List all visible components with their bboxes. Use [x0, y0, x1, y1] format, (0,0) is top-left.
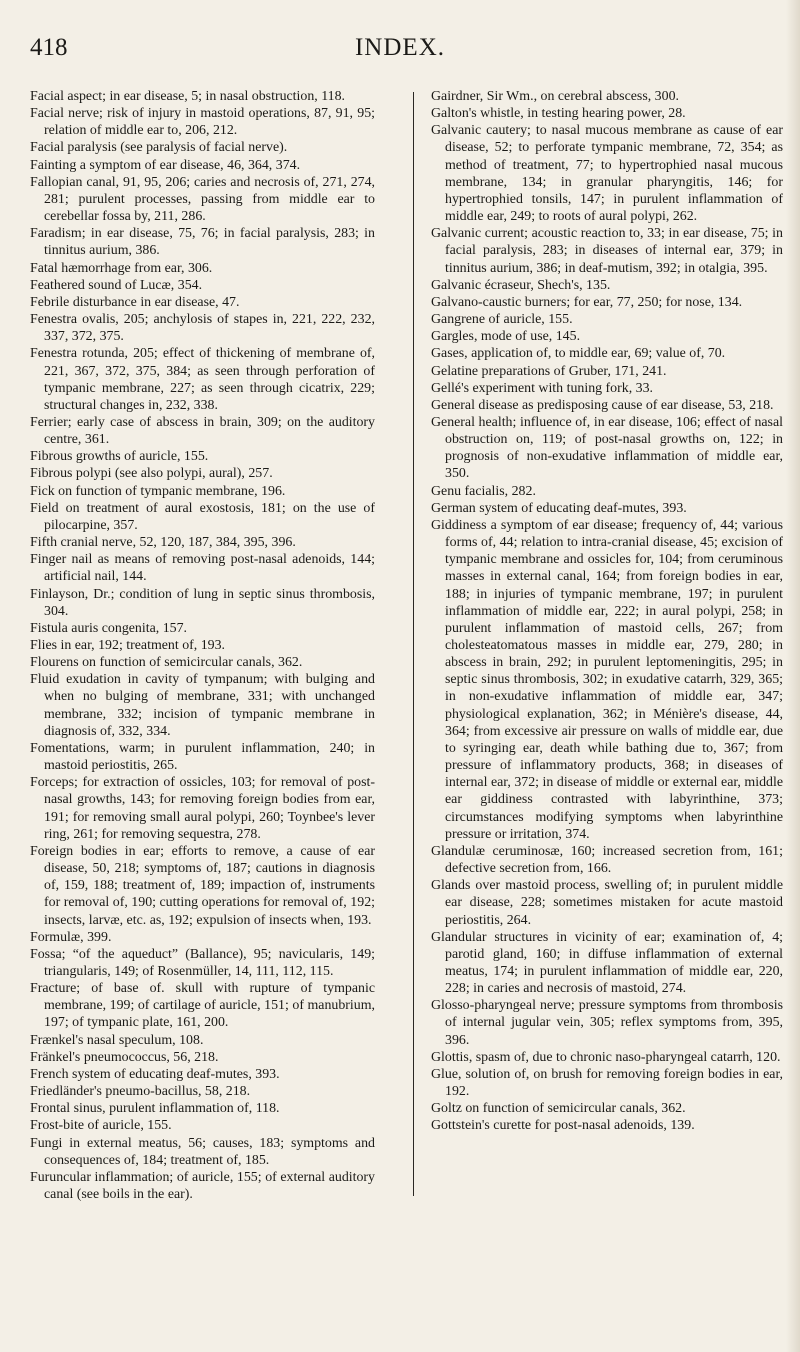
- index-entry: Frost-bite of auricle, 155.: [30, 1118, 172, 1134]
- index-entry: Fenestra ovalis, 205; anchylosis of stapes in, 221, 222, 232, 337, 372, 375.: [30, 312, 375, 345]
- index-entry: Facial paralysis (see paralysis of facial nerve).: [30, 140, 288, 156]
- index-entry: French system of educating deaf-mutes, 393.: [30, 1066, 280, 1082]
- index-entry: Fifth cranial nerve, 52, 120, 187, 384, 395, 396.: [30, 535, 296, 551]
- index-entry: General health; influence of, in ear disease, 106; effect of nasal obstruction on, 119; of post-nasal growths on, 122; in prognosis of non-exudative inflammation of middle ear, 350.: [431, 414, 783, 482]
- index-entry: Goltz on function of semicircular canals, 362.: [431, 1101, 686, 1117]
- index-entry: Forceps; for extraction of ossicles, 103; for removal of post-nasal growths, 143; for removing foreign bodies from ear, 191; for removing small aural polypi, 260; Toynbee's lever ring, 261; for removing sequestra, 278.: [30, 775, 375, 842]
- index-entry: Fainting a symptom of ear disease, 46, 364, 374.: [30, 157, 301, 173]
- index-entry: Flies in ear, 192; treatment of, 193.: [30, 638, 226, 653]
- page-edge-shadow: [786, 0, 800, 1352]
- index-entry: Fomentations, warm; in purulent inflammation, 240; in mastoid periostitis, 265.: [30, 740, 375, 774]
- index-entry: Fibrous growths of auricle, 155.: [30, 449, 209, 465]
- index-entry: Fibrous polypi (see also polypi, aural), 257.: [30, 466, 273, 482]
- index-entry: Field on treatment of aural exostosis, 181; on the use of pilocarpine, 357.: [30, 500, 375, 533]
- index-entry: Galton's whistle, in testing hearing power, 28.: [431, 106, 686, 122]
- page-title: INDEX.: [354, 34, 445, 61]
- index-entry: Furuncular inflammation; of auricle, 155; of external auditory canal (see boils in the ear).: [30, 1169, 375, 1202]
- index-entry: Fick on function of tympanic membrane, 196.: [30, 483, 286, 499]
- index-entry: Foreign bodies in ear; efforts to remove, a cause of ear disease, 50, 218; symptoms of, 187; cautions in diagnosis of, 159, 188; treatment of, 189; impaction of, instruments for removal of, 190; cutting operations for removal of, 192; insects, larvæ, etc. as, 192; expulsion of insects when, 193.: [30, 843, 375, 928]
- index-entry: Gottstein's curette for post-nasal adenoids, 139.: [431, 1118, 695, 1134]
- index-entry: Fungi in external meatus, 56; causes, 183; symptoms and consequences of, 184; treatment of, 185.: [30, 1135, 375, 1168]
- index-entry: Fenestra rotunda, 205; effect of thickening of membrane of, 221, 367, 372, 375, 384; as seen through perforation of tympanic membrane, 227; as seen through cicatrix, 229; structural changes in, 232, 338.: [30, 346, 375, 413]
- index-entry: Febrile disturbance in ear disease, 47.: [30, 294, 240, 310]
- index-entry: Facial nerve; risk of injury in mastoid operations, 87, 91, 95; relation of middle ear to, 206, 212.: [30, 106, 375, 139]
- index-entry: Galvano-caustic burners; for ear, 77, 250; for nose, 134.: [431, 294, 743, 310]
- index-entry: Galvanic écraseur, Shech's, 135.: [431, 277, 611, 293]
- index-entry: Gairdner, Sir Wm., on cerebral abscess, 300.: [431, 89, 679, 104]
- index-entry: Gargles, mode of use, 145.: [431, 329, 581, 345]
- index-entry: Formulæ, 399.: [30, 929, 112, 945]
- index-entry: Glandular structures in vicinity of ear; examination of, 4; parotid gland, 160; in diffuse inflammation of external meatus, 174; in purulent inflammation of middle ear, 220, 228; in caries and necrosis of mastoid, 274.: [431, 929, 783, 997]
- index-column-right: [431, 88, 783, 1135]
- index-entry: General disease as predisposing cause of ear disease, 53, 218.: [431, 397, 774, 413]
- index-entry: Galvanic cautery; to nasal mucous membrane as cause of ear disease, 52; to perforate tympanic membrane, 72, 354; as method of treatment, 77; to hypertrophied nasal mucous membrane, 134; in granular pharyngitis, 146; for hypertrophied tonsils, 147; in purulent inflammation of middle ear, 249; to roots of aural polypi, 262.: [431, 123, 783, 225]
- index-entry: Fistula auris congenita, 157.: [30, 620, 188, 636]
- index-entry: German system of educating deaf-mutes, 393.: [431, 500, 687, 516]
- index-entry: Finger nail as means of removing post-nasal adenoids, 144; artificial nail, 144.: [30, 552, 375, 585]
- index-entry: Fluid exudation in cavity of tympanum; with bulging and when no bulging of membrane, 331; with unchanged membrane, 332; incision of tympanic membrane in diagnosis of, 332, 334.: [30, 672, 375, 739]
- index-column-left: [30, 88, 375, 1203]
- index-entry: Faradism; in ear disease, 75, 76; in facial paralysis, 283; in tinnitus aurium, 386.: [30, 226, 375, 259]
- index-entry: Glosso-pharyngeal nerve; pressure symptoms from thrombosis of internal jugular vein, 305; reflex symptoms from, 395, 396.: [431, 998, 783, 1048]
- index-entry: Gelatine preparations of Gruber, 171, 241.: [431, 363, 667, 379]
- index-entry: Fallopian canal, 91, 95, 206; caries and necrosis of, 271, 274, 281; purulent processes, passing from middle ear to cerebellar fossa by, 211, 286.: [30, 174, 375, 225]
- index-entry: Glottis, spasm of, due to chronic naso-pharyngeal catarrh, 120.: [431, 1049, 781, 1065]
- index-entry: Gases, application of, to middle ear, 69; value of, 70.: [431, 346, 726, 362]
- page-header: [0, 34, 800, 78]
- index-entry: Fossa; “of the aqueduct” (Ballance), 95; navicularis, 149; triangularis, 149; of Rosenmüller, 14, 111, 112, 115.: [30, 946, 375, 979]
- index-entry: Glands over mastoid process, swelling of; in purulent middle ear disease, 228; sometimes mistaken for acute mastoid periostitis, 264.: [431, 878, 783, 928]
- index-entry: Gangrene of auricle, 155.: [431, 312, 573, 328]
- index-entry: Finlayson, Dr.; condition of lung in septic sinus thrombosis, 304.: [30, 586, 375, 619]
- index-entry: Fatal hæmorrhage from ear, 306.: [30, 260, 213, 276]
- index-entry: Frontal sinus, purulent inflammation of, 118.: [30, 1101, 280, 1117]
- index-entry: Genu facialis, 282.: [431, 483, 536, 499]
- index-entry: Fränkel's pneumococcus, 56, 218.: [30, 1049, 219, 1065]
- index-entry: Friedländer's pneumo-bacillus, 58, 218.: [30, 1084, 251, 1100]
- index-entry: Feathered sound of Lucæ, 354.: [30, 277, 203, 293]
- column-divider: [413, 92, 414, 1196]
- index-entry: Glandulæ ceruminosæ, 160; increased secretion from, 161; defective secretion from, 166.: [431, 843, 783, 877]
- index-entry: Frænkel's nasal speculum, 108.: [30, 1032, 204, 1048]
- index-entry: Ferrier; early case of abscess in brain, 309; on the auditory centre, 361.: [30, 414, 375, 448]
- page-number: 418: [30, 34, 68, 61]
- index-entry: Giddiness a symptom of ear disease; frequency of, 44; various forms of, 44; relation to intra-cranial disease, 45; excision of tympanic membrane and ossicles for, 104; from ceruminous masses in external canal, 164; from foreign bodies in ear, 188; in injuries of tympanic membrane, 197; in purulent inflammation of middle ear, 222; in aural polypi, 258; in purulent inflammation of mastoid cells, 267; from cholesteatomatous masses in middle ear, 279, 280; in abscess in brain, 292; in purulent leptomeningitis, 295; in septic sinus thrombosis, 302; in exudative catarrh, 329, 365; in non-exudative inflammation of middle ear, 347; physiological explanation, 362; in Ménière's disease, 44, 364; from excessive air pressure on walls of middle ear, due to syringing ear, death while bathing due to, 367; from pressure of inflammatory products, 368; in diseases of internal ear, 372; in disease of middle or external ear, middle ear giddiness contrasted with labyrinthine, 373; circumstances modifying symptoms when labyrinthine pressure or irritation, 374.: [431, 517, 783, 842]
- index-entry: Galvanic current; acoustic reaction to, 33; in ear disease, 75; in facial paralysis, 283; in diseases of internal ear, 379; in tinnitus aurium, 386; in deaf-mutism, 392; in otalgia, 395.: [431, 226, 783, 276]
- index-entry: Fracture; of base of. skull with rupture of tympanic membrane, 199; of cartilage of auricle, 151; of manubrium, 197; of tympanic plate, 161, 200.: [30, 981, 375, 1031]
- index-entry: Gellé's experiment with tuning fork, 33.: [431, 380, 654, 396]
- index-entry: Facial aspect; in ear disease, 5; in nasal obstruction, 118.: [30, 89, 346, 104]
- index-entry: Flourens on function of semicircular canals, 362.: [30, 655, 303, 671]
- index-entry: Glue, solution of, on brush for removing foreign bodies in ear, 192.: [431, 1066, 783, 1100]
